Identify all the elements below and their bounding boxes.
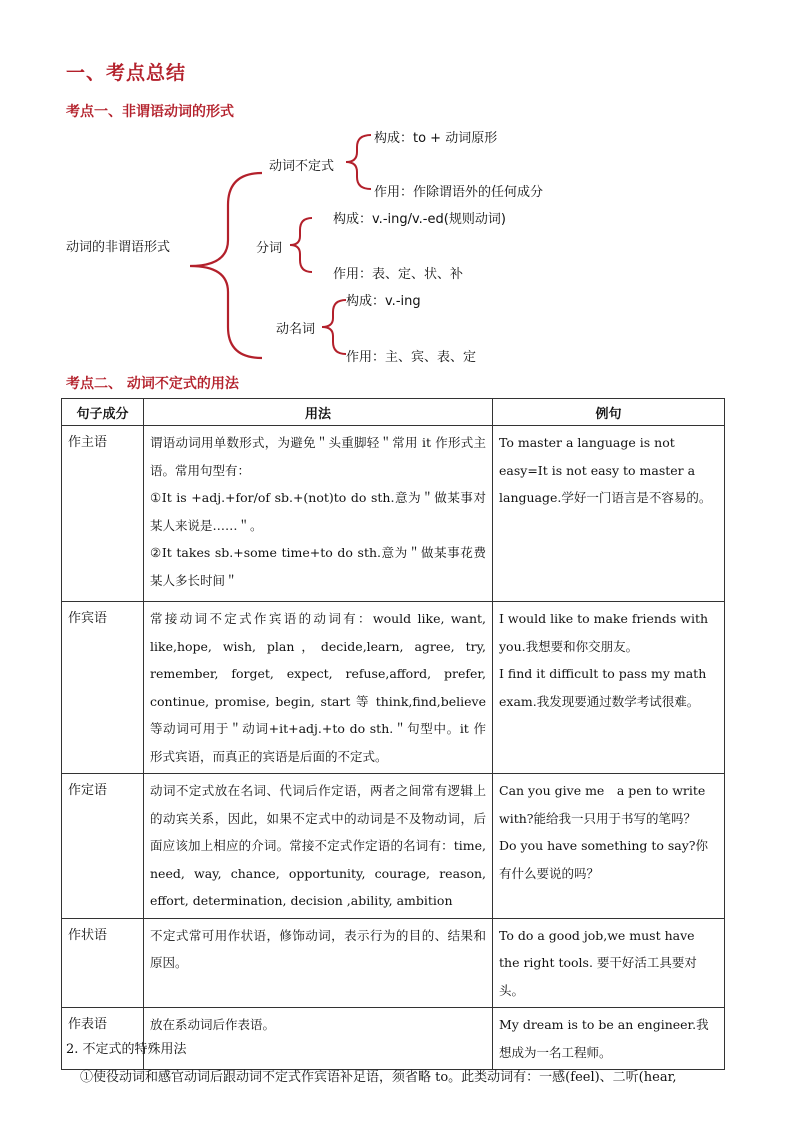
example-sentence: Do you have something to say?你有什么要说的吗？ [499,838,709,881]
row-role: 作定语 [62,774,144,919]
point2-title: 考点二、 动词不定式的用法 [66,376,239,392]
row-example [493,918,725,1008]
table-row [62,602,725,774]
row-usage [144,774,493,919]
branch-form: 构成：v.-ing [346,294,421,309]
usage-paragraph: 不定式常可用作状语，修饰动词，表示行为的目的、结果和原因。 [150,927,486,970]
header-example: 例句 [493,399,725,426]
usage-table [61,398,725,1070]
branch-name: 动词不定式 [269,159,335,174]
table-row [62,426,725,602]
diagram-root: 动词的非谓语形式 [66,240,171,255]
example-sentence: Can you give me a pen to write with?能给我一只用于书写的笔吗？ [499,783,706,826]
branch-form: 构成：to + 动词原形 [374,131,498,146]
example-sentence: I would like to make friends with you.我想要和你交朋友。 [499,611,709,654]
row-role: 作表语 [62,1008,144,1070]
header-usage: 用法 [144,399,493,426]
row-usage [144,426,493,602]
table-header-row [62,399,725,426]
table-row [62,918,725,1008]
row-role: 作主语 [62,426,144,602]
usage-paragraph: 谓语动词用单数形式，为避免＂头重脚轻＂常用 it 作形式主语。常用句型有： [150,435,486,478]
branch-name: 动名词 [276,322,316,337]
usage-paragraph: ①It is +adj.+for/of sb.+(not)to do sth.意为＂做某事对某人来说是……＂。 [150,490,486,533]
branch-use: 作用：作除谓语外的任何成分 [374,185,544,200]
example-sentence: My dream is to be an engineer.我想成为一名工程师。 [499,1017,709,1060]
row-example [493,426,725,602]
usage-paragraph: ②It takes sb.+some time+to do sth.意为＂做某事花费某人多长时间＂ [150,545,486,588]
table-row [62,774,725,919]
example-sentence: I find it difficult to pass my math exam.我发现要通过数学考试很难。 [499,666,707,709]
usage-paragraph: 放在系动词后作表语。 [150,1017,276,1032]
row-usage [144,602,493,774]
point3-line1: ①使役动词和感官动词后跟动词不定式作宾语补足语，须省略 to。此类动词有：一感(feel)、二听(hear, [80,1070,677,1085]
branch-use: 作用：表、定、状、补 [333,267,464,282]
row-example [493,602,725,774]
header-role: 句子成分 [62,399,144,426]
branch2-brace [290,218,312,272]
row-role: 作状语 [62,918,144,1008]
section-title: 一、考点总结 [66,62,187,84]
usage-paragraph: 常接动词不定式作宾语的动词有：would like, want, like,hope, wish, plan，decide,learn, agree, try, remember, forget, expect, refuse,afford, prefer, continue, promise, begin, start 等 think,find,believe 等动词可用于＂动词+it+adj.+to do sth.＂句型中。it 作形式宾语，而真正的宾语是后面的不定式。 [150,611,486,764]
row-example [493,1008,725,1070]
usage-paragraph: 动词不定式放在名词、代词后作定语，两者之间常有逻辑上的动宾关系，因此，如果不定式中的动词是不及物动词，后面应该加上相应的介词。常接不定式作定语的名词有：time, need, way, chance, opportunity, courage, reason, effort, determination, decision ,ability, ambition [150,783,486,908]
point1-title: 考点一、非谓语动词的形式 [66,104,234,120]
row-usage [144,918,493,1008]
point3-title: 2. 不定式的特殊用法 [66,1042,187,1057]
row-usage [144,1008,493,1070]
branch-use: 作用：主、宾、表、定 [346,350,477,365]
branch-name: 分词 [256,241,283,256]
row-role: 作宾语 [62,602,144,774]
example-sentence: To do a good job,we must have the right tools. 要干好活工具要对头。 [499,927,697,998]
example-sentence: To master a language is not easy=It is not easy to master a language.学好一门语言是不容易的。 [499,435,712,505]
row-example [493,774,725,919]
branch3-brace [322,300,346,354]
branch-form: 构成：v.-ing/v.-ed(规则动词) [333,212,506,227]
root-brace [190,173,262,358]
branch1-brace [346,135,371,189]
